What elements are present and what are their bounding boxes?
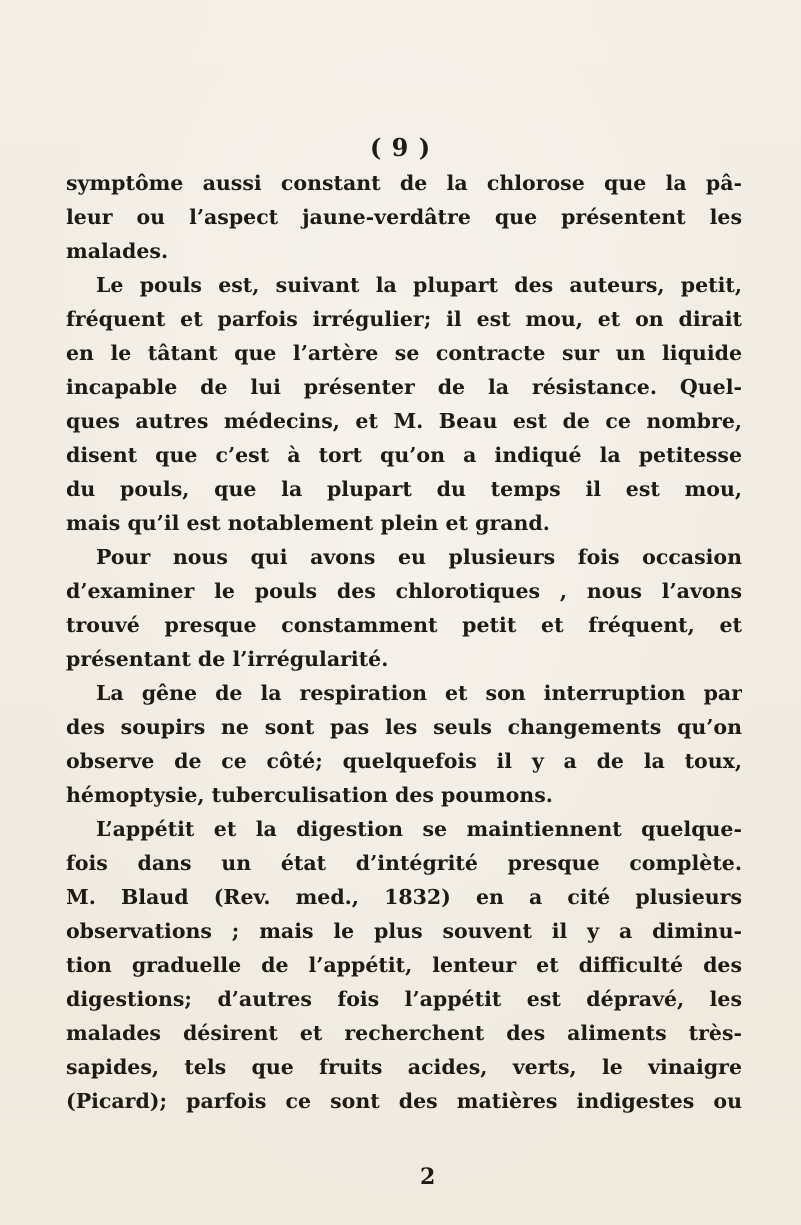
text-line: leur ou l’aspect jaune-verdâtre que présentent les [66, 205, 742, 229]
text-line: mais qu’il est notablement plein et grand. [66, 511, 550, 535]
text-line: du pouls, que la plupart du temps il est mou, [66, 477, 742, 501]
text-line: La gêne de la respiration et son interruption par [96, 681, 742, 705]
text-line: observe de ce côté; quelquefois il y a de la toux, [66, 749, 742, 773]
text-line: disent que c’est à tort qu’on a indiqué la petitesse [66, 443, 742, 467]
text-line: incapable de lui présenter de la résistance. Quel- [66, 375, 742, 399]
text-line: M. Blaud (Rev. med., 1832) en a cité plusieurs [66, 885, 742, 909]
text-line: fois dans un état d’intégrité presque complète. [66, 851, 742, 875]
text-line: L’appétit et la digestion se maintiennent quelque- [96, 817, 742, 841]
text-line: des soupirs ne sont pas les seuls changements qu’on [66, 715, 742, 739]
signature-mark: 2 [420, 1164, 436, 1190]
page-number: ( 9 ) [369, 133, 432, 162]
text-line: ques autres médecins, et M. Beau est de ce nombre, [66, 409, 742, 433]
text-line: présentant de l’irrégularité. [66, 647, 389, 671]
body-text [66, 166, 742, 1118]
text-line: trouvé presque constamment petit et fréquent, et [66, 613, 742, 637]
text-line: Pour nous qui avons eu plusieurs fois occasion [96, 545, 742, 569]
text-line: tion graduelle de l’appétit, lenteur et difficulté des [66, 953, 742, 977]
text-line: en le tâtant que l’artère se contracte sur un liquide [66, 341, 742, 365]
text-line: malades désirent et recherchent des aliments très- [66, 1021, 742, 1045]
text-line: d’examiner le pouls des chlorotiques , nous l’avons [66, 579, 742, 603]
text-line: sapides, tels que fruits acides, verts, le vinaigre [66, 1055, 742, 1079]
text-line: malades. [66, 239, 169, 263]
text-line: digestions; d’autres fois l’appétit est dépravé, les [66, 987, 742, 1011]
text-line: fréquent et parfois irrégulier; il est mou, et on dirait [66, 307, 742, 331]
text-line: observations ; mais le plus souvent il y a diminu- [66, 919, 742, 943]
text-line: hémoptysie, tuberculisation des poumons. [66, 783, 553, 807]
text-line: symptôme aussi constant de la chlorose que la pâ- [66, 171, 742, 195]
text-line: (Picard); parfois ce sont des matières indigestes ou [66, 1089, 742, 1113]
text-line: Le pouls est, suivant la plupart des auteurs, petit, [96, 273, 742, 297]
